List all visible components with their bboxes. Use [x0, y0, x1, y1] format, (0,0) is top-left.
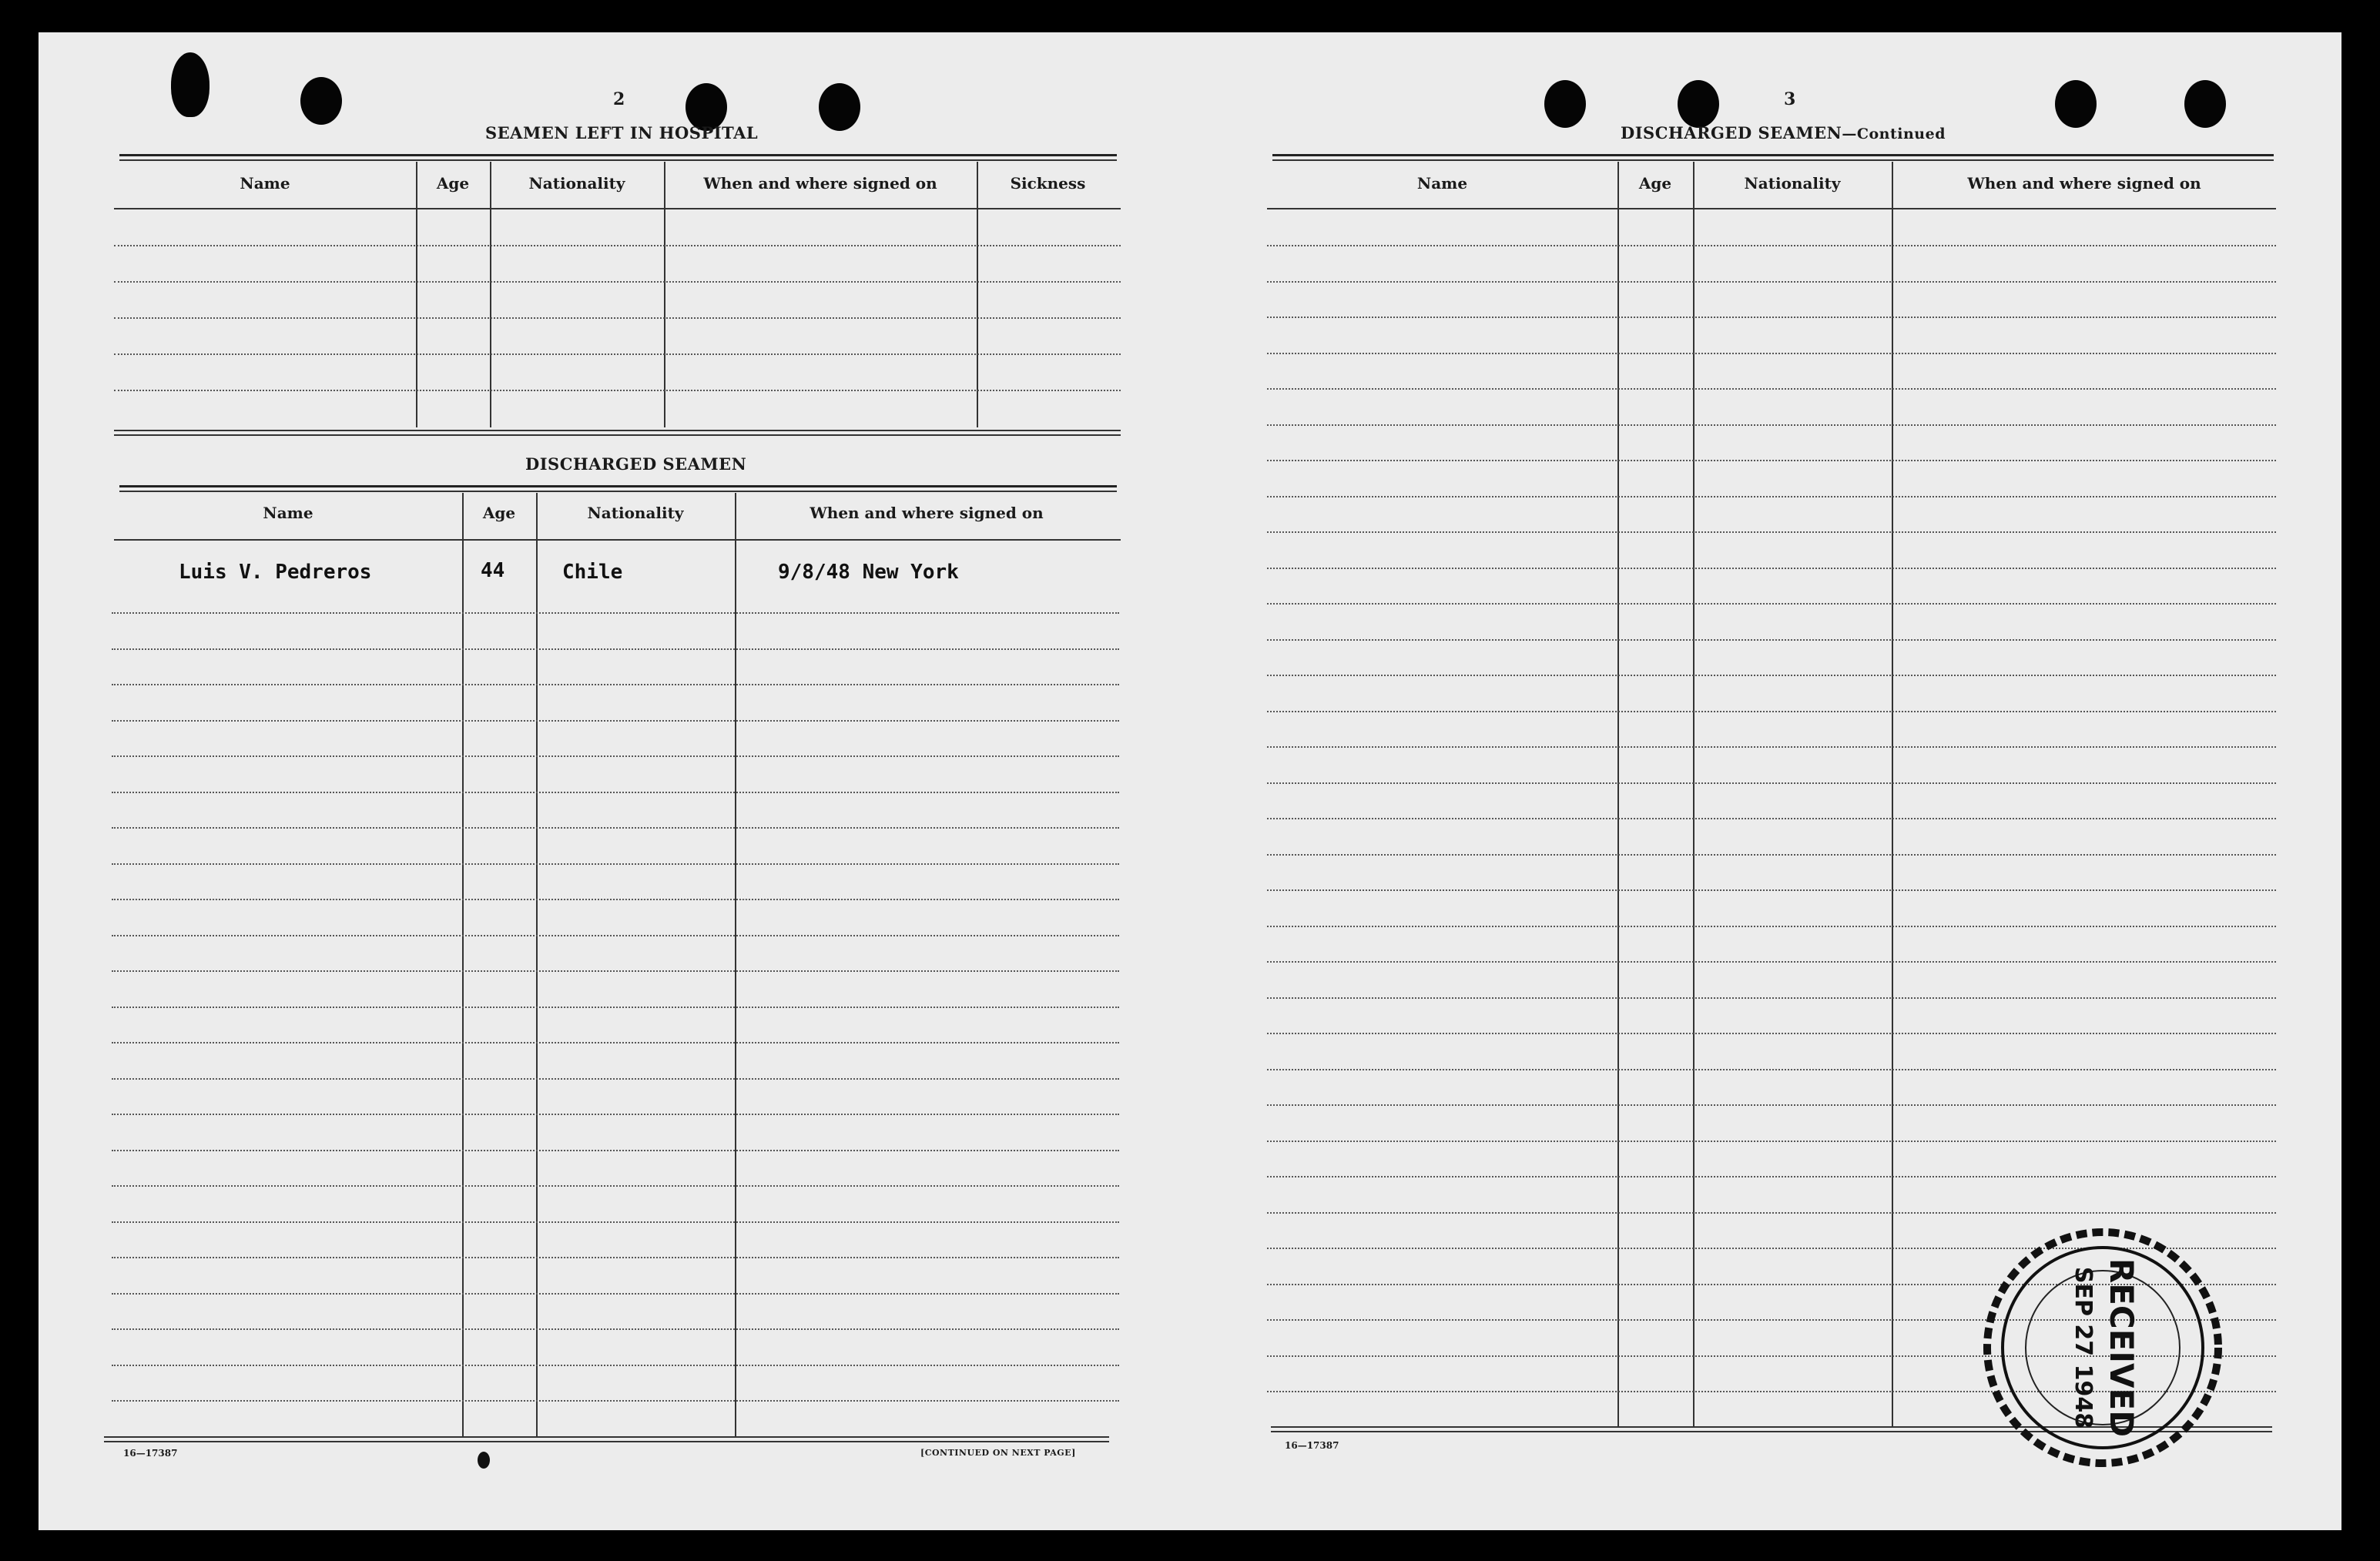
ruled-line: [1267, 675, 2276, 676]
table-top-rule: [119, 491, 1117, 492]
table-cell-signed-on: 9/8/48 New York: [778, 561, 959, 584]
continued-note: [CONTINUED ON NEXT PAGE]: [920, 1448, 1076, 1458]
received-stamp: [1979, 1224, 2226, 1471]
ruled-line: [1267, 496, 2276, 497]
column-divider: [462, 493, 464, 1436]
form-number: 16—17387: [123, 1448, 178, 1459]
ruled-line: [1267, 961, 2276, 963]
ruled-line: [114, 317, 1121, 319]
ruled-line: [1267, 711, 2276, 712]
page-number: 2: [613, 89, 625, 109]
column-header: Age: [482, 504, 516, 522]
column-header: Sickness: [1010, 174, 1086, 193]
ruled-line: [1267, 531, 2276, 533]
punch-hole: [819, 83, 860, 131]
ruled-line: [1267, 997, 2276, 999]
header-rule: [1267, 208, 2276, 209]
ruled-line: [1267, 926, 2276, 927]
column-header: Name: [263, 504, 313, 522]
ruled-line: [1267, 854, 2276, 856]
ruled-line: [112, 1221, 1119, 1223]
table-cell-age: 44: [481, 559, 505, 582]
ruled-line: [112, 755, 1119, 757]
ruled-line: [1267, 1069, 2276, 1070]
header-rule: [114, 208, 1121, 209]
column-divider: [1693, 162, 1694, 1426]
table-bottom-rule: [104, 1441, 1109, 1442]
ruled-line: [112, 827, 1119, 829]
ruled-line: [112, 863, 1119, 865]
ruled-line: [1267, 424, 2276, 426]
table-top-rule: [119, 485, 1117, 487]
ruled-line: [112, 1293, 1119, 1295]
ruled-line: [112, 970, 1119, 972]
ruled-line: [1267, 281, 2276, 283]
stamp-word: RECEIVED: [2103, 1258, 2140, 1438]
ruled-line: [112, 1185, 1119, 1187]
ruled-line: [1267, 1141, 2276, 1142]
ruled-line: [112, 1328, 1119, 1330]
stamp-date: SEP 27 1948: [2070, 1266, 2097, 1429]
table-top-rule: [119, 154, 1117, 156]
column-divider: [1892, 162, 1893, 1426]
ruled-line: [1267, 317, 2276, 318]
punch-hole: [171, 52, 210, 117]
column-header: Nationality: [528, 174, 625, 193]
ruled-line: [112, 684, 1119, 685]
table-bottom-rule: [114, 434, 1121, 436]
column-divider: [977, 162, 978, 427]
ruled-line: [112, 935, 1119, 936]
column-header: Nationality: [1744, 174, 1841, 193]
ruled-line: [112, 648, 1119, 650]
ruled-line: [1267, 746, 2276, 748]
punch-hole: [2184, 80, 2226, 128]
ruled-line: [112, 1400, 1119, 1402]
section-title-discharged: DISCHARGED SEAMEN: [525, 454, 747, 474]
header-rule: [114, 539, 1121, 541]
table-cell-nationality: Chile: [562, 561, 623, 584]
ruled-line: [1267, 782, 2276, 784]
ruled-line: [1267, 353, 2276, 354]
column-divider: [490, 162, 491, 427]
ruled-line: [112, 1007, 1119, 1008]
punch-hole: [2055, 80, 2097, 128]
ruled-line: [112, 1365, 1119, 1366]
ruled-line: [112, 792, 1119, 793]
table-bottom-rule: [104, 1436, 1109, 1438]
table-top-rule: [1272, 159, 2274, 161]
column-header: When and where signed on: [1967, 174, 2201, 193]
ruled-line: [114, 353, 1121, 355]
table-bottom-rule: [114, 430, 1121, 431]
ruled-line: [1267, 568, 2276, 569]
column-header: When and where signed on: [810, 504, 1044, 522]
ruled-line: [1267, 1212, 2276, 1214]
section-title-suffix: —Continued: [1842, 126, 1946, 142]
table-top-rule: [1272, 154, 2274, 156]
ruled-line: [112, 720, 1119, 722]
column-header: When and where signed on: [703, 174, 937, 193]
column-divider: [735, 493, 736, 1436]
ruled-line: [1267, 1104, 2276, 1106]
form-number: 16—17387: [1285, 1440, 1339, 1451]
table-cell-name: Luis V. Pedreros: [179, 561, 372, 584]
ruled-line: [1267, 603, 2276, 605]
ruled-line: [1267, 460, 2276, 461]
punch-hole: [1544, 80, 1586, 128]
column-header: Name: [1416, 174, 1468, 193]
ruled-line: [1267, 245, 2276, 246]
ruled-line: [1267, 889, 2276, 891]
column-header: Age: [436, 174, 470, 193]
punch-hole: [300, 77, 342, 125]
punch-hole: [1678, 80, 1719, 128]
section-title-discharged-continued: [1621, 123, 1946, 142]
column-header: Name: [240, 174, 290, 193]
ruled-line: [1267, 388, 2276, 390]
ink-mark: [478, 1452, 490, 1469]
column-header: Nationality: [587, 504, 684, 522]
ruled-line: [112, 1257, 1119, 1258]
section-title-main: DISCHARGED SEAMEN: [1621, 123, 1842, 142]
column-divider: [536, 493, 538, 1436]
ruled-line: [1267, 818, 2276, 819]
ruled-line: [112, 1078, 1119, 1080]
page-number: 3: [1784, 89, 1796, 109]
column-divider: [664, 162, 665, 427]
ruled-line: [1267, 1176, 2276, 1177]
column-header: Age: [1638, 174, 1672, 193]
ruled-line: [114, 245, 1121, 246]
ruled-line: [112, 612, 1119, 614]
table-top-rule: [119, 159, 1117, 161]
ruled-line: [114, 281, 1121, 283]
ruled-line: [112, 1114, 1119, 1115]
ruled-line: [1267, 1033, 2276, 1034]
column-divider: [416, 162, 417, 427]
ruled-line: [112, 899, 1119, 900]
ruled-line: [112, 1150, 1119, 1151]
ruled-line: [1267, 639, 2276, 641]
ruled-line: [112, 1042, 1119, 1043]
column-divider: [1617, 162, 1619, 1426]
section-title-hospital: SEAMEN LEFT IN HOSPITAL: [485, 123, 759, 142]
ruled-line: [114, 390, 1121, 391]
